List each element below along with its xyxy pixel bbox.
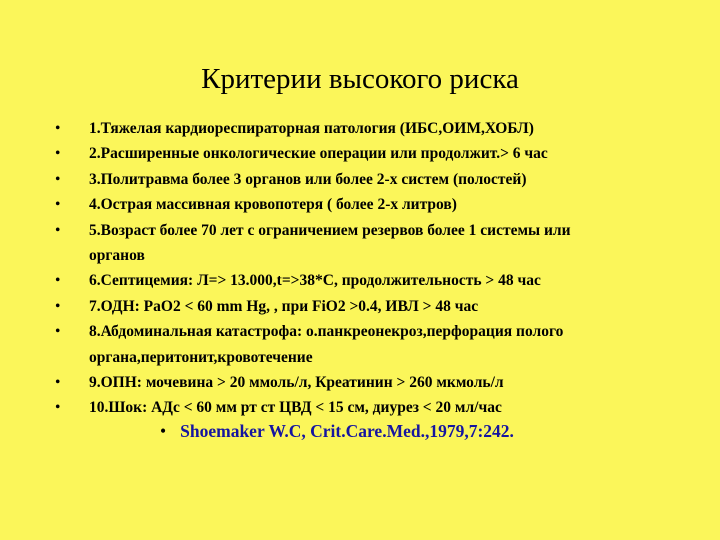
bullet-icon: • <box>55 170 61 188</box>
citation-text: Shoemaker W.C, Crit.Care.Med.,1979,7:242. <box>180 421 514 441</box>
criteria-text: 6.Септицемия: Л=> 13.000,t=>38*С, продолжительность > 48 час <box>89 272 541 290</box>
criteria-text: 9.ОПН: мочевина > 20 ммоль/л, Креатинин > 260 мкмоль/л <box>89 374 504 392</box>
bullet-icon: • <box>55 221 61 239</box>
bullet-icon: • <box>55 196 61 214</box>
bullet-icon: • <box>55 145 61 163</box>
bullet-icon: • <box>55 323 61 341</box>
slide-title: Критерии высокого риска <box>201 63 519 95</box>
criteria-text-continuation: органов <box>89 247 145 265</box>
criteria-item <box>55 141 705 166</box>
criteria-item <box>55 218 705 269</box>
criteria-text: 4.Острая массивная кровопотеря ( более 2-х литров) <box>89 196 457 214</box>
bullet-icon: • <box>55 120 61 137</box>
bullet-icon: • <box>55 374 61 392</box>
criteria-text: 10.Шок: АДс < 60 мм рт ст ЦВД < 15 см, диурез < 20 мл/час <box>89 399 502 417</box>
criteria-item <box>55 192 705 217</box>
criteria-item <box>55 370 705 395</box>
criteria-text: 8.Абдоминальная катастрофа: о.панкреонекроз,перфорация полого <box>89 323 564 341</box>
bullet-icon: • <box>160 421 167 441</box>
bullet-icon: • <box>55 297 61 315</box>
bullet-icon: • <box>55 272 61 290</box>
criteria-item <box>55 116 705 141</box>
bullet-icon: • <box>55 399 61 417</box>
criteria-item <box>55 319 705 370</box>
criteria-text: 5.Возраст более 70 лет с ограничением резервов более 1 системы или <box>89 221 571 239</box>
criteria-item <box>55 294 705 319</box>
criteria-text: 3.Политравма более 3 органов или более 2-х систем (полостей) <box>89 170 527 188</box>
criteria-item <box>55 167 705 192</box>
criteria-text-continuation: органа,перитонит,кровотечение <box>89 348 313 366</box>
criteria-item <box>55 268 705 293</box>
criteria-text: 1.Тяжелая кардиореспираторная патология (ИБС,ОИМ,ХОБЛ) <box>89 120 534 137</box>
citation <box>160 417 514 445</box>
criteria-text: 7.ОДН: РаО2 < 60 mm Hg, , при FiO2 >0.4, ИВЛ > 48 час <box>89 297 479 315</box>
criteria-text: 2.Расширенные онкологические операции или продолжит.> 6 час <box>89 145 548 163</box>
criteria-list <box>55 116 705 421</box>
